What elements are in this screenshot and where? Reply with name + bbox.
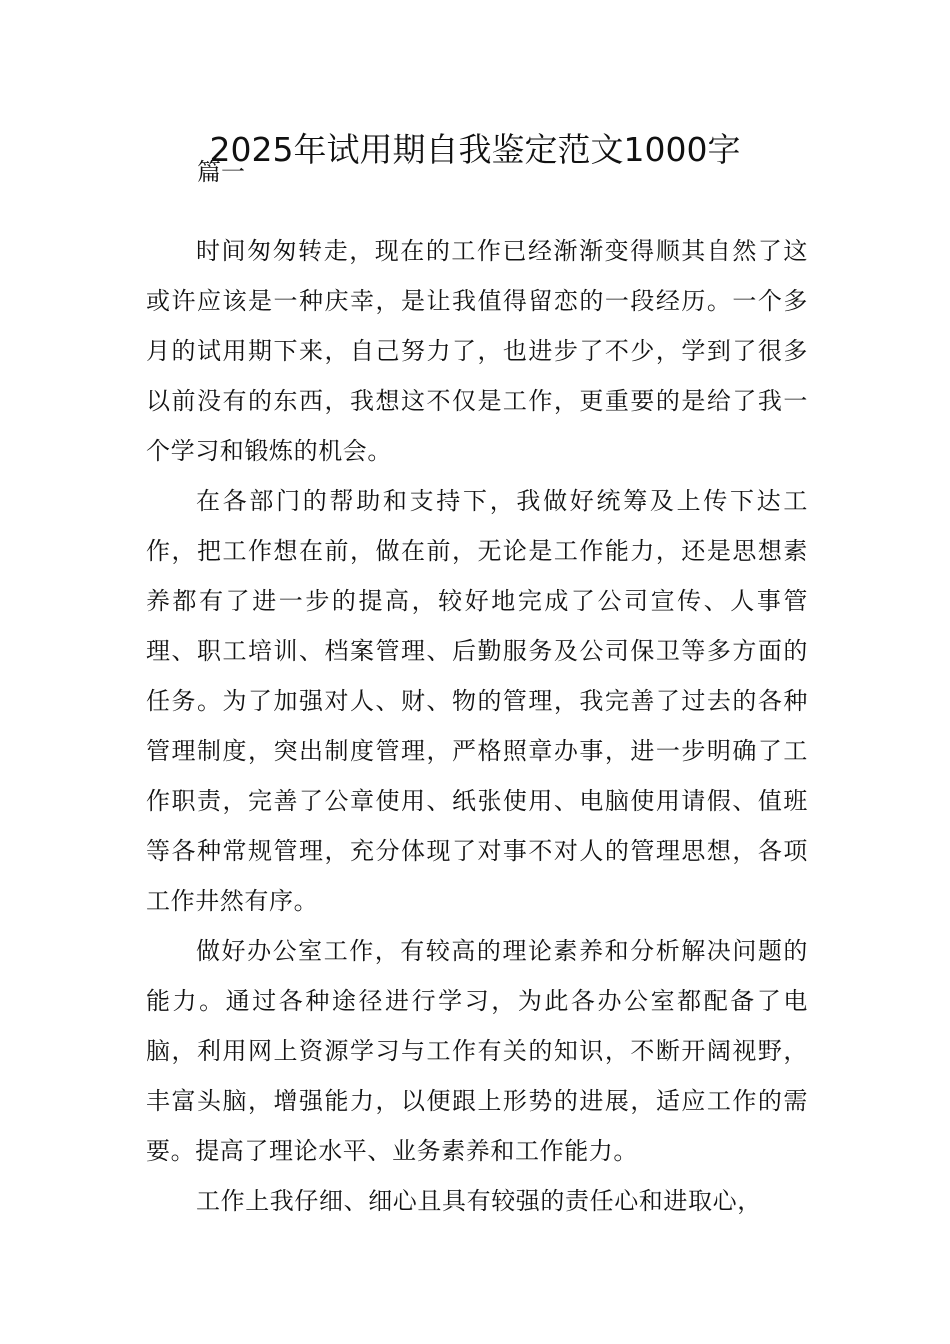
section-label: 篇一 [197, 158, 245, 186]
document-title: 2025年试用期自我鉴定范文1000字 [209, 130, 741, 169]
paragraph: 工作上我仔细、细心且具有较强的责任心和进取心， [196, 1187, 762, 1215]
paragraph: 做好办公室工作，有较高的理论素养和分析解决问题的能力。通过各种途径进行学习，为此各办公室都配备了电脑，利用网上资源学习与工作有关的知识，不断开阔视野，丰富头脑，增强能力，以便跟上形势的进展，适应工作的需要。提高了理论水平、业务素养和工作能力。 [146, 937, 808, 1165]
paragraph: 在各部门的帮助和支持下，我做好统筹及上传下达工作，把工作想在前，做在前，无论是工作能力，还是思想素养都有了进一步的提高，较好地完成了公司宣传、人事管理、职工培训、档案管理、后勤服务及公司保卫等多方面的任务。为了加强对人、财、物的管理，我完善了过去的各种管理制度，突出制度管理，严格照章办事，进一步明确了工作职责，完善了公章使用、纸张使用、电脑使用请假、值班等各种常规管理，充分体现了对事不对人的管理思想，各项工作井然有序。 [146, 487, 808, 915]
paragraph: 时间匆匆转走，现在的工作已经渐渐变得顺其自然了这或许应该是一种庆幸，是让我值得留恋的一段经历。一个多月的试用期下来，自己努力了，也进步了不少，学到了很多以前没有的东西，我想这不仅是工作，更重要的是给了我一个学习和锻炼的机会。 [146, 237, 808, 465]
document-body [146, 226, 808, 1226]
